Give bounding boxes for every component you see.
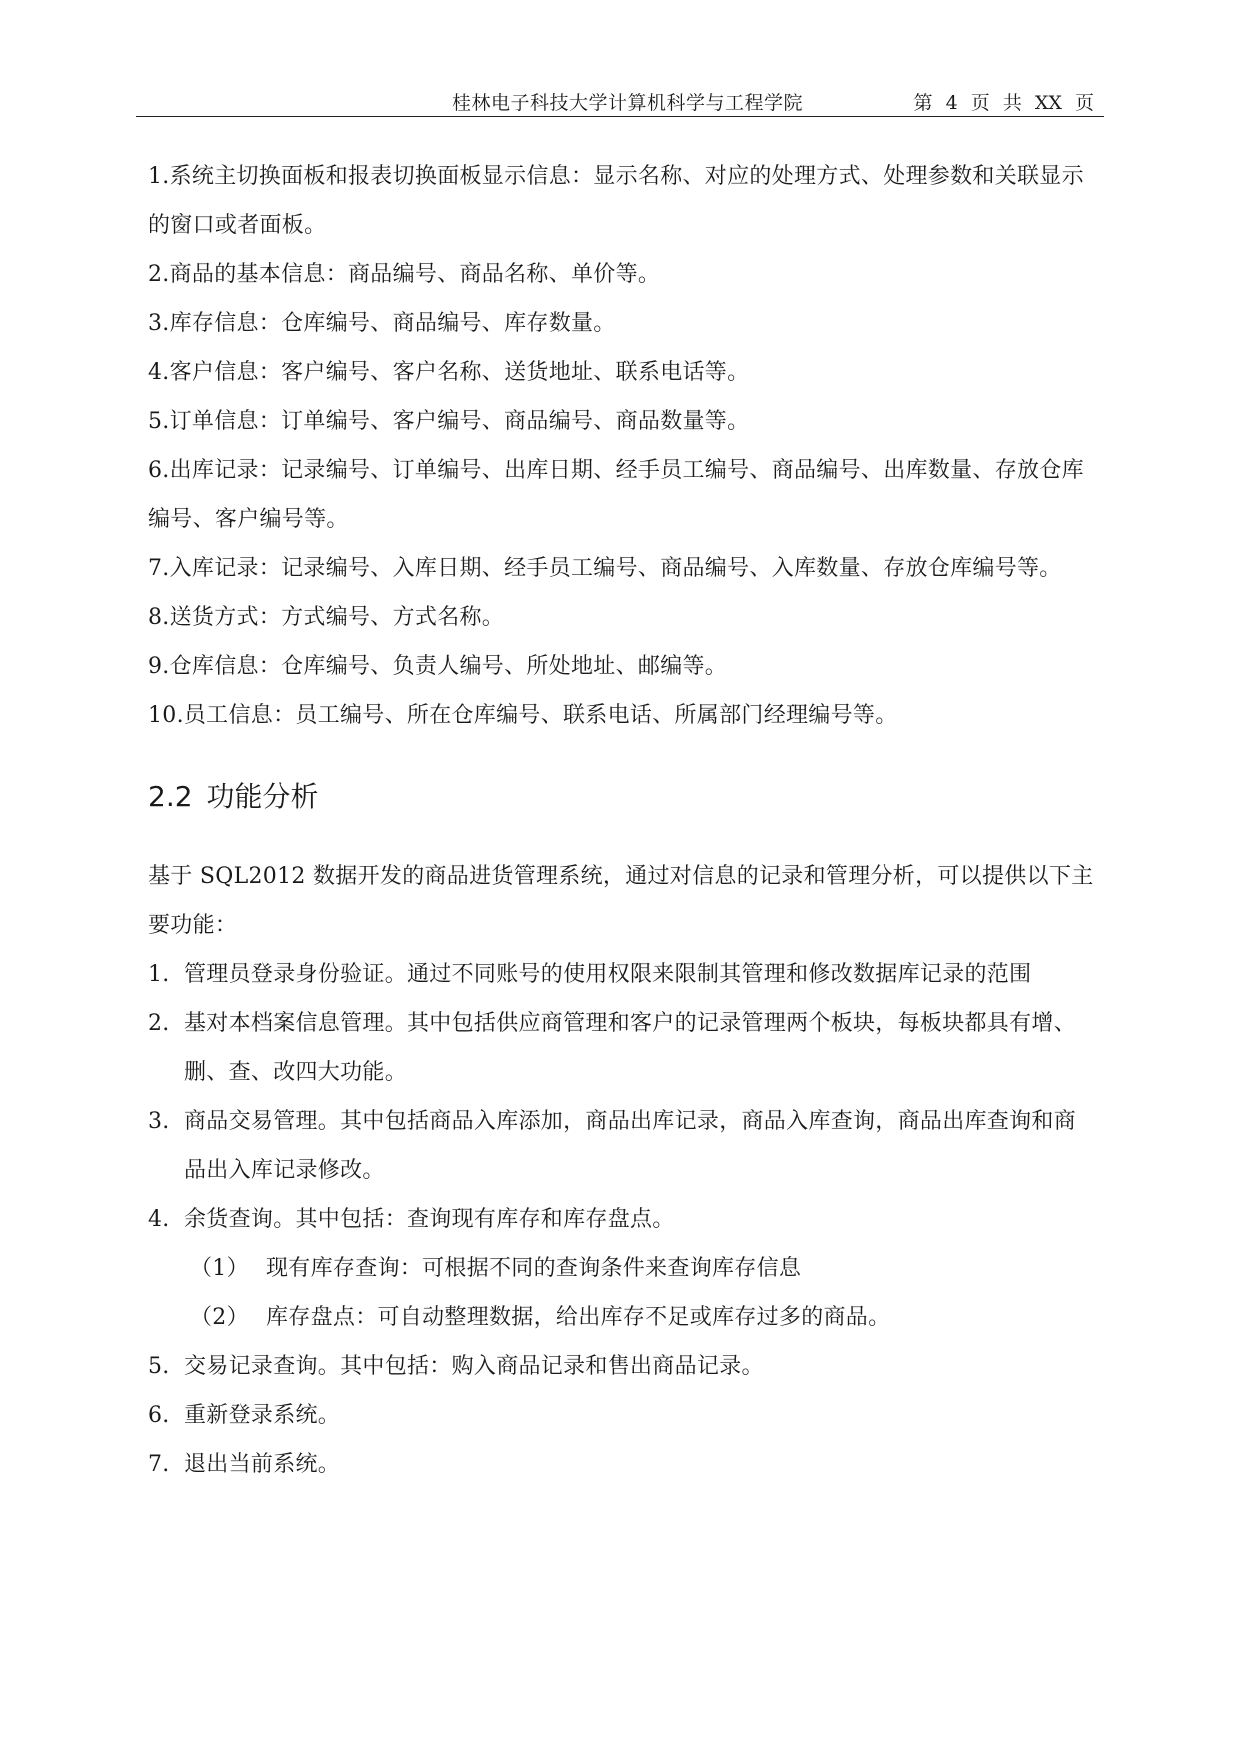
total-prefix: 共: [1002, 92, 1022, 114]
function-number: 6.: [148, 1403, 170, 1428]
function-text: 交易记录查询。其中包括：购入商品记录和售出商品记录。: [184, 1354, 764, 1379]
function-number: 3.: [148, 1109, 170, 1134]
header-school-name: 桂林电子科技大学计算机科学与工程学院: [452, 92, 804, 114]
section-heading: [148, 766, 1098, 828]
function-number: 1.: [148, 962, 170, 987]
function-number: 7.: [148, 1452, 170, 1477]
function-number: 4.: [148, 1207, 170, 1232]
sub-item: [148, 1244, 1098, 1293]
page-header: [136, 86, 1104, 117]
page-body: [148, 152, 1098, 1489]
data-item: 5.订单信息：订单编号、客户编号、商品编号、商品数量等。: [148, 409, 750, 434]
page-number: 4: [945, 92, 958, 114]
data-item: 7.入库记录：记录编号、入库日期、经手员工编号、商品编号、入库数量、存放仓库编号等。: [148, 556, 1062, 581]
function-number: 5.: [148, 1354, 170, 1379]
page-mid: 页: [970, 92, 990, 114]
total-suffix: 页: [1074, 92, 1094, 114]
function-text: 重新登录系统。: [184, 1403, 341, 1428]
function-text: 基对本档案信息管理。其中包括供应商管理和客户的记录管理两个板块，每板块都具有增、删、查、改四大功能。: [184, 1011, 1077, 1085]
header-page-indicator: [914, 88, 1094, 115]
sub-item-number: （2）: [190, 1305, 249, 1330]
data-item: 10.员工信息：员工编号、所在仓库编号、联系电话、所属部门经理编号等。: [148, 703, 898, 728]
section-title: 功能分析: [206, 780, 319, 813]
data-item: 8.送货方式：方式编号、方式名称。: [148, 605, 505, 630]
data-item: 4.客户信息：客户编号、客户名称、送货地址、联系电话等。: [148, 360, 750, 385]
function-item: [148, 1342, 1098, 1391]
function-text: 管理员登录身份验证。通过不同账号的使用权限来限制其管理和修改数据库记录的范围: [184, 962, 1032, 987]
data-item: 2.商品的基本信息：商品编号、商品名称、单价等。: [148, 262, 661, 287]
data-item: 1.系统主切换面板和报表切换面板显示信息：显示名称、对应的处理方式、处理参数和关联显示的窗口或者面板。: [148, 164, 1084, 238]
data-item: 3.库存信息：仓库编号、商品编号、库存数量。: [148, 311, 616, 336]
sub-item-text: 库存盘点：可自动整理数据，给出库存不足或库存过多的商品。: [266, 1305, 891, 1330]
function-item: [148, 999, 1098, 1097]
function-text: 商品交易管理。其中包括商品入库添加，商品出库记录，商品入库查询，商品出库查询和商品出入库记录修改。: [184, 1109, 1077, 1183]
sub-item: [148, 1293, 1098, 1342]
sub-item-number: （1）: [190, 1256, 249, 1281]
function-item: [148, 950, 1098, 999]
function-text: 余货查询。其中包括：查询现有库存和库存盘点。: [184, 1207, 675, 1232]
data-item: 6.出库记录：记录编号、订单编号、出库日期、经手员工编号、商品编号、出库数量、存放仓库编号、客户编号等。: [148, 458, 1084, 532]
page-prefix: 第: [913, 92, 933, 114]
function-item: [148, 1195, 1098, 1244]
sub-item-text: 现有库存查询：可根据不同的查询条件来查询库存信息: [266, 1256, 802, 1281]
section-number: 2.2: [148, 780, 193, 813]
data-item: 9.仓库信息：仓库编号、负责人编号、所处地址、邮编等。: [148, 654, 728, 679]
function-item: [148, 1097, 1098, 1195]
function-number: 2.: [148, 1011, 170, 1036]
function-item: [148, 1391, 1098, 1440]
function-item: [148, 1440, 1098, 1489]
function-text: 退出当前系统。: [184, 1452, 341, 1477]
total-pages: XX: [1034, 92, 1062, 114]
section-intro: 基于 SQL2012 数据开发的商品进货管理系统，通过对信息的记录和管理分析，可以提供以下主要功能：: [148, 864, 1094, 938]
